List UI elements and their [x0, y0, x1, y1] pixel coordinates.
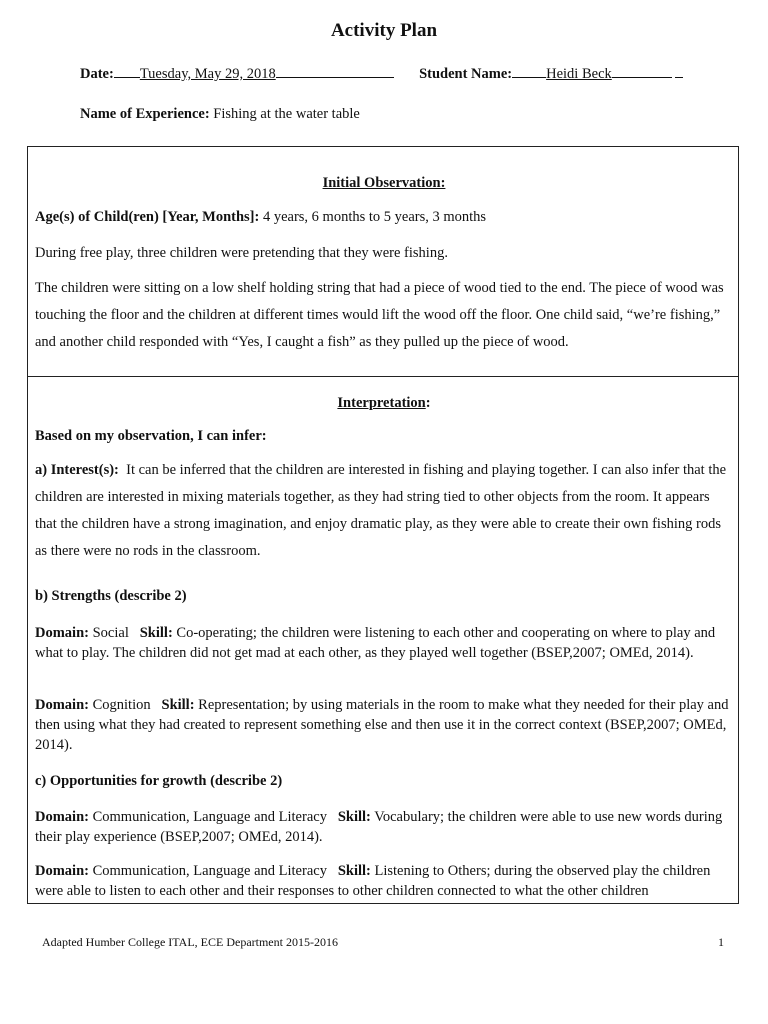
growth-item: [35, 807, 731, 847]
domain-value: Communication, Language and Literacy: [92, 809, 327, 825]
infer-label: Based on my observation, I can infer:: [35, 428, 267, 444]
interests-label: a) Interest(s):: [35, 462, 119, 478]
date-student-row: [80, 65, 683, 83]
date-label: Date:: [80, 66, 114, 82]
interpretation-heading-colon: :: [425, 395, 431, 411]
domain-value: Communication, Language and Literacy: [92, 863, 327, 879]
experience-row: [80, 106, 360, 123]
age-label: Age(s) of Child(ren) [Year, Months]:: [35, 209, 260, 225]
domain-label: Domain:: [35, 697, 89, 713]
student-underline: [512, 65, 546, 78]
age-value: 4 years, 6 months to 5 years, 3 months: [262, 209, 487, 225]
student-name-label: Student Name:: [419, 66, 513, 82]
strength-item: [35, 623, 731, 663]
date-value: Tuesday, May 29, 2018: [139, 66, 276, 82]
strengths-label: b) Strengths (describe 2): [35, 588, 187, 604]
interpretation-box: [27, 376, 739, 904]
initial-observation-box: [27, 146, 739, 377]
student-underline-mid: [612, 65, 634, 78]
skill-label: Skill:: [337, 809, 371, 825]
observation-heading: Initial Observation:: [322, 175, 446, 191]
skill-text: Representation; by using materials in the room to make what they needed for their play and then using what they had created to represent something else and then use it in the correct context (BSEP,2007; OMEd, 2014).: [35, 697, 729, 753]
skill-text: Co-operating; the children were listening to each other and cooperating on where to play and what to play. The children did not get mad at each other, as they played well together (BSEP,2007; OMEd, 2014).: [35, 625, 716, 661]
growth-label: c) Opportunities for growth (describe 2): [35, 773, 283, 789]
interests-text: It can be inferred that the children are interested in fishing and playing together. I can also infer that the children are interested in mixing materials together, as they had string tied to other objects from the room. It appears that the children have a strong imagination, and enjoy dramatic play, as they were able to create their own fishing rods as there were no rods in the classroom.: [35, 462, 727, 559]
interests-paragraph: [35, 457, 731, 565]
page-number: 1: [718, 935, 724, 949]
skill-text: Vocabulary; the children were able to use new words during their play experience (BSEP,2007; OMEd, 2014).: [35, 809, 723, 845]
strength-item: [35, 695, 731, 755]
skill-text: Listening to Others; during the observed play the children were able to listen to each other and their responses to other children connected to what the other children: [35, 863, 711, 899]
observation-paragraph-1: During free play, three children were pretending that they were fishing.: [35, 245, 448, 261]
domain-value: Cognition: [92, 697, 151, 713]
student-underline-trail: [634, 65, 672, 78]
age-row: [35, 209, 731, 226]
student-underline-end: [675, 65, 683, 78]
domain-label: Domain:: [35, 863, 89, 879]
observation-paragraph-2: The children were sitting on a low shelf holding string that had a piece of wood tied to the end. The piece of wood was touching the floor and the children at different times would lift the wood off the floor. One child said, “we’re fishing,” and another child responded with “Yes, I caught a fish” as they pulled up the piece of wood.: [35, 280, 724, 350]
domain-label: Domain:: [35, 625, 89, 641]
date-underline: [114, 65, 140, 78]
skill-label: Skill:: [139, 625, 173, 641]
footer-text: Adapted Humber College ITAL, ECE Department 2015-2016: [42, 935, 338, 949]
date-underline-trail: [276, 65, 394, 78]
interpretation-heading: Interpretation: [337, 395, 426, 411]
experience-value: Fishing at the water table: [213, 106, 360, 122]
growth-item: [35, 861, 731, 901]
domain-value: Social: [92, 625, 129, 641]
skill-label: Skill:: [161, 697, 195, 713]
document-title: Activity Plan: [330, 20, 438, 41]
experience-label: Name of Experience:: [80, 106, 210, 122]
interpretation-heading-wrap: [28, 395, 740, 412]
skill-label: Skill:: [337, 863, 371, 879]
student-name-value: Heidi Beck: [546, 66, 612, 82]
domain-label: Domain:: [35, 809, 89, 825]
